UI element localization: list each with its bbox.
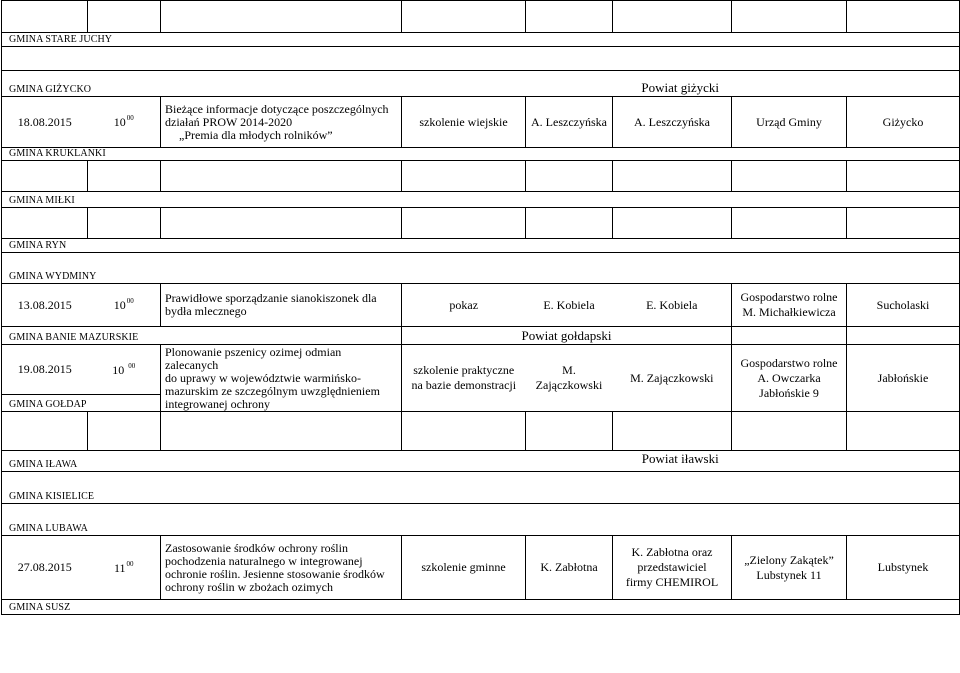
gmina-header: GMINA MIŁKI bbox=[2, 192, 960, 208]
table-row bbox=[2, 327, 960, 345]
powiat-header: Powiat iławski bbox=[402, 451, 960, 472]
event-organizer: E. Kobiela bbox=[526, 284, 613, 327]
event-time: $11^{00}$ bbox=[88, 536, 161, 600]
event-locality: Giżycko bbox=[847, 97, 960, 148]
gmina-header: GMINA GIŻYCKO bbox=[2, 71, 402, 97]
event-date: 19.08.2015 bbox=[2, 345, 88, 395]
table-row bbox=[2, 253, 960, 284]
gmina-header: GMINA LUBAWA bbox=[2, 504, 960, 536]
table-row bbox=[2, 504, 960, 536]
gmina-header: GMINA IŁAWA bbox=[2, 451, 402, 472]
table-row bbox=[2, 148, 960, 161]
table-row bbox=[2, 284, 960, 327]
table-row bbox=[2, 97, 960, 148]
event-form: szkolenie praktyczne na bazie demonstracji bbox=[402, 345, 526, 412]
event-organizer: M. Zajączkowski bbox=[526, 345, 613, 412]
table-row bbox=[2, 345, 960, 395]
event-place: Gospodarstwo rolne A. Owczarka Jabłońskie 9 bbox=[732, 345, 847, 412]
gmina-header: GMINA BANIE MAZURSKIE bbox=[2, 327, 402, 345]
gmina-header: GMINA KISIELICE bbox=[2, 472, 960, 504]
event-organizer: K. Zabłotna bbox=[526, 536, 613, 600]
event-place: Urząd Gminy bbox=[732, 97, 847, 148]
table-row bbox=[2, 239, 960, 253]
event-lead: E. Kobiela bbox=[613, 284, 732, 327]
table-row bbox=[2, 47, 960, 71]
event-place: „Zielony Zakątek” Lubstynek 11 bbox=[732, 536, 847, 600]
event-time: 10 $^{00}$ bbox=[88, 345, 161, 395]
event-place: Gospodarstwo rolne M. Michałkiewicza bbox=[732, 284, 847, 327]
training-schedule-table bbox=[1, 0, 960, 615]
powiat-header: Powiat gołdapski bbox=[402, 327, 732, 345]
event-topic: Bieżące informacje dotyczące poszczególnych działań PROW 2014-2020 „Premia dla młodych rolników” bbox=[161, 97, 402, 148]
event-date: 18.08.2015 bbox=[2, 97, 88, 148]
table-row bbox=[2, 451, 960, 472]
event-date: 27.08.2015 bbox=[2, 536, 88, 600]
event-lead: A. Leszczyńska bbox=[613, 97, 732, 148]
table-row bbox=[2, 536, 960, 600]
event-form: szkolenie gminne bbox=[402, 536, 526, 600]
table-row bbox=[2, 412, 960, 451]
event-topic: Zastosowanie środków ochrony roślin pochodzenia naturalnego w integrowanej ochronie roślin. Jesienne stosowanie środków ochrony roślin w zbożach ozimych bbox=[161, 536, 402, 600]
table-row bbox=[2, 161, 960, 192]
gmina-header: GMINA RYN bbox=[2, 239, 960, 253]
gmina-header: GMINA WYDMINY bbox=[2, 253, 960, 284]
table-row bbox=[2, 33, 960, 47]
table-row bbox=[2, 472, 960, 504]
event-lead: K. Zabłotna oraz przedstawiciel firmy CHEMIROL bbox=[613, 536, 732, 600]
event-form: szkolenie wiejskie bbox=[402, 97, 526, 148]
spacer-cell bbox=[2, 47, 960, 71]
gmina-header: GMINA KRUKLANKI bbox=[2, 148, 960, 161]
event-organizer: A. Leszczyńska bbox=[526, 97, 613, 148]
event-locality: Sucholaski bbox=[847, 284, 960, 327]
event-form: pokaz bbox=[402, 284, 526, 327]
powiat-header: Powiat giżycki bbox=[402, 71, 960, 97]
event-lead: M. Zajączkowski bbox=[613, 345, 732, 412]
event-topic: Plonowanie pszenicy ozimej odmian zalecanych do uprawy w województwie warmińsko- mazurskim ze szczególnym uwzględnieniem integrowanej ochrony bbox=[161, 345, 402, 412]
event-time: $10^{00}$ bbox=[88, 97, 161, 148]
table-row bbox=[2, 208, 960, 239]
event-topic: Prawidłowe sporządzanie sianokiszonek dla bydła mlecznego bbox=[161, 284, 402, 327]
gmina-header: GMINA GOŁDAP bbox=[2, 395, 161, 412]
event-time: $10^{00}$ bbox=[88, 284, 161, 327]
gmina-header: GMINA STARE JUCHY bbox=[2, 33, 960, 47]
table-row bbox=[2, 600, 960, 615]
table-row bbox=[2, 192, 960, 208]
table-row bbox=[2, 71, 960, 97]
event-date: 13.08.2015 bbox=[2, 284, 88, 327]
table-row bbox=[2, 1, 960, 33]
event-locality: Lubstynek bbox=[847, 536, 960, 600]
event-locality: Jabłońskie bbox=[847, 345, 960, 412]
gmina-header: GMINA SUSZ bbox=[2, 600, 960, 615]
